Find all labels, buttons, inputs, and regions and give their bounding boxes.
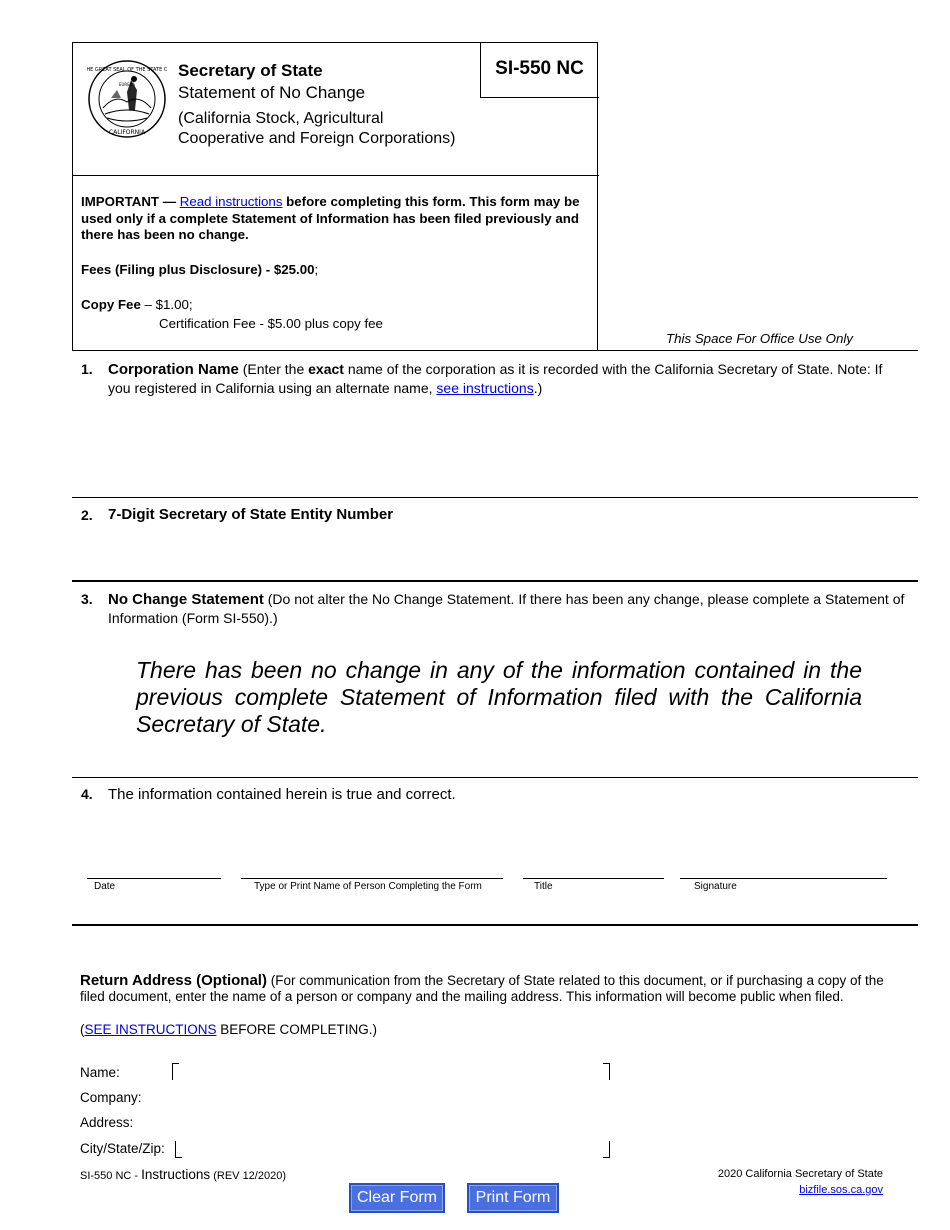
see-instructions-caps-link[interactable]: SEE INSTRUCTIONS bbox=[84, 1022, 217, 1037]
paren-open: ( bbox=[80, 1022, 85, 1037]
section4-text: The information contained herein is true and correct. bbox=[108, 786, 456, 803]
header-divider bbox=[72, 175, 599, 176]
important-lead: IMPORTANT — bbox=[81, 194, 180, 209]
agency-name: Secretary of State bbox=[178, 61, 323, 80]
date-line[interactable] bbox=[87, 878, 221, 879]
name-label: Type or Print Name of Person Completing the Form bbox=[254, 881, 482, 892]
form-title: Statement of No Change bbox=[178, 83, 366, 102]
section1-text-b: name of the corporation as it is recorded with the California Secretary of State. Note: If you registered in California using an alternate name, bbox=[108, 361, 883, 396]
section1-bold: exact bbox=[308, 361, 344, 377]
section-divider bbox=[72, 350, 918, 351]
section1-text-a: (Enter the bbox=[238, 361, 309, 377]
return-address-note bbox=[80, 1021, 377, 1039]
return-address-input[interactable] bbox=[172, 1062, 610, 1158]
copy-fee-label: Copy Fee bbox=[81, 297, 141, 312]
form-subtitle-1: (California Stock, Agricultural bbox=[178, 110, 384, 127]
section3-number: 3. bbox=[81, 591, 93, 607]
seal-motto: EUREKA bbox=[118, 82, 136, 87]
footer-instructions: Instructions bbox=[141, 1167, 211, 1182]
signature-label: Signature bbox=[694, 881, 737, 892]
section3-title: No Change Statement bbox=[108, 591, 264, 608]
signature-line[interactable] bbox=[680, 878, 887, 879]
name-line[interactable] bbox=[241, 878, 503, 879]
section-divider bbox=[72, 497, 918, 498]
section1-number: 1. bbox=[81, 361, 93, 377]
section-divider bbox=[72, 924, 918, 926]
city-field-label: City/State/Zip: bbox=[80, 1141, 165, 1156]
cert-fee-line: Certification Fee - $5.00 plus copy fee bbox=[159, 316, 383, 331]
important-text: before completing this form. This form may be used only if a complete Statement of Information has been filed previously and there has been no change. bbox=[81, 194, 580, 242]
section1-title: Corporation Name bbox=[108, 361, 239, 378]
address-field-label: Address: bbox=[80, 1115, 134, 1130]
form-id: SI-550 NC bbox=[495, 58, 584, 79]
read-instructions-link[interactable]: Read instructions bbox=[179, 194, 283, 209]
copy-fee-value: – $1.00; bbox=[140, 297, 193, 312]
section2-title: 7-Digit Secretary of State Entity Number bbox=[108, 506, 394, 523]
bracket-bottom-left bbox=[175, 1141, 182, 1158]
print-form-button[interactable]: Print Form bbox=[467, 1183, 559, 1213]
section3-desc: (Do not alter the No Change Statement. If there has been any change, please complete a Statement of Information (Form SI-550).) bbox=[108, 591, 905, 626]
return-address-title: Return Address (Optional) bbox=[80, 972, 267, 989]
seal-bottom-text: CALIFORNIA bbox=[108, 129, 146, 136]
clear-form-button[interactable]: Clear Form bbox=[349, 1183, 445, 1213]
footer-website-link[interactable]: bizfile.sos.ca.gov bbox=[799, 1184, 883, 1196]
name-field-label: Name: bbox=[80, 1065, 120, 1080]
bracket-top-right bbox=[603, 1063, 610, 1080]
copy-fee-line bbox=[81, 296, 193, 314]
section1-text bbox=[108, 360, 908, 397]
section-divider bbox=[72, 580, 918, 582]
office-use-label: This Space For Office Use Only bbox=[666, 331, 853, 346]
bracket-top-left bbox=[172, 1063, 179, 1080]
fees-line bbox=[81, 261, 318, 279]
fees-suffix: ; bbox=[314, 262, 319, 277]
footer-copyright: 2020 California Secretary of State bbox=[717, 1168, 883, 1180]
bracket-bottom-right bbox=[603, 1141, 610, 1158]
form-subtitle-2: Cooperative and Foreign Corporations) bbox=[178, 130, 456, 147]
section3-text bbox=[108, 590, 908, 627]
fees-label: Fees (Filing plus Disclosure) - $25.00 bbox=[81, 262, 315, 277]
return-address-desc: (For communication from the Secretary of State related to this document, or if purchasing a copy of the filed document, enter the name of a person or company and the mailing address. This information will become public when filed. bbox=[80, 973, 884, 1004]
date-label: Date bbox=[94, 881, 116, 892]
title-line[interactable] bbox=[523, 878, 664, 879]
return-address-text bbox=[80, 973, 886, 1005]
after-link: BEFORE COMPLETING.) bbox=[216, 1022, 378, 1037]
no-change-statement: There has been no change in any of the information contained in the previous complete Statement of Information filed with the California Secretary of State. bbox=[136, 657, 862, 737]
footer-code: SI-550 NC - bbox=[80, 1170, 142, 1182]
section4-number: 4. bbox=[81, 786, 93, 802]
section2-number: 2. bbox=[81, 507, 93, 523]
footer-form-code bbox=[80, 1167, 286, 1182]
see-instructions-link[interactable]: see instructions bbox=[436, 380, 534, 396]
title-label: Title bbox=[534, 881, 553, 892]
section-divider bbox=[72, 777, 918, 778]
seal-top-text: THE GREAT SEAL OF THE STATE OF bbox=[87, 67, 167, 73]
company-field-label: Company: bbox=[80, 1090, 142, 1105]
section1-text-c: .) bbox=[533, 380, 543, 396]
footer-rev: (REV 12/2020) bbox=[210, 1170, 286, 1182]
state-seal-icon bbox=[87, 58, 167, 140]
important-notice bbox=[81, 194, 591, 244]
